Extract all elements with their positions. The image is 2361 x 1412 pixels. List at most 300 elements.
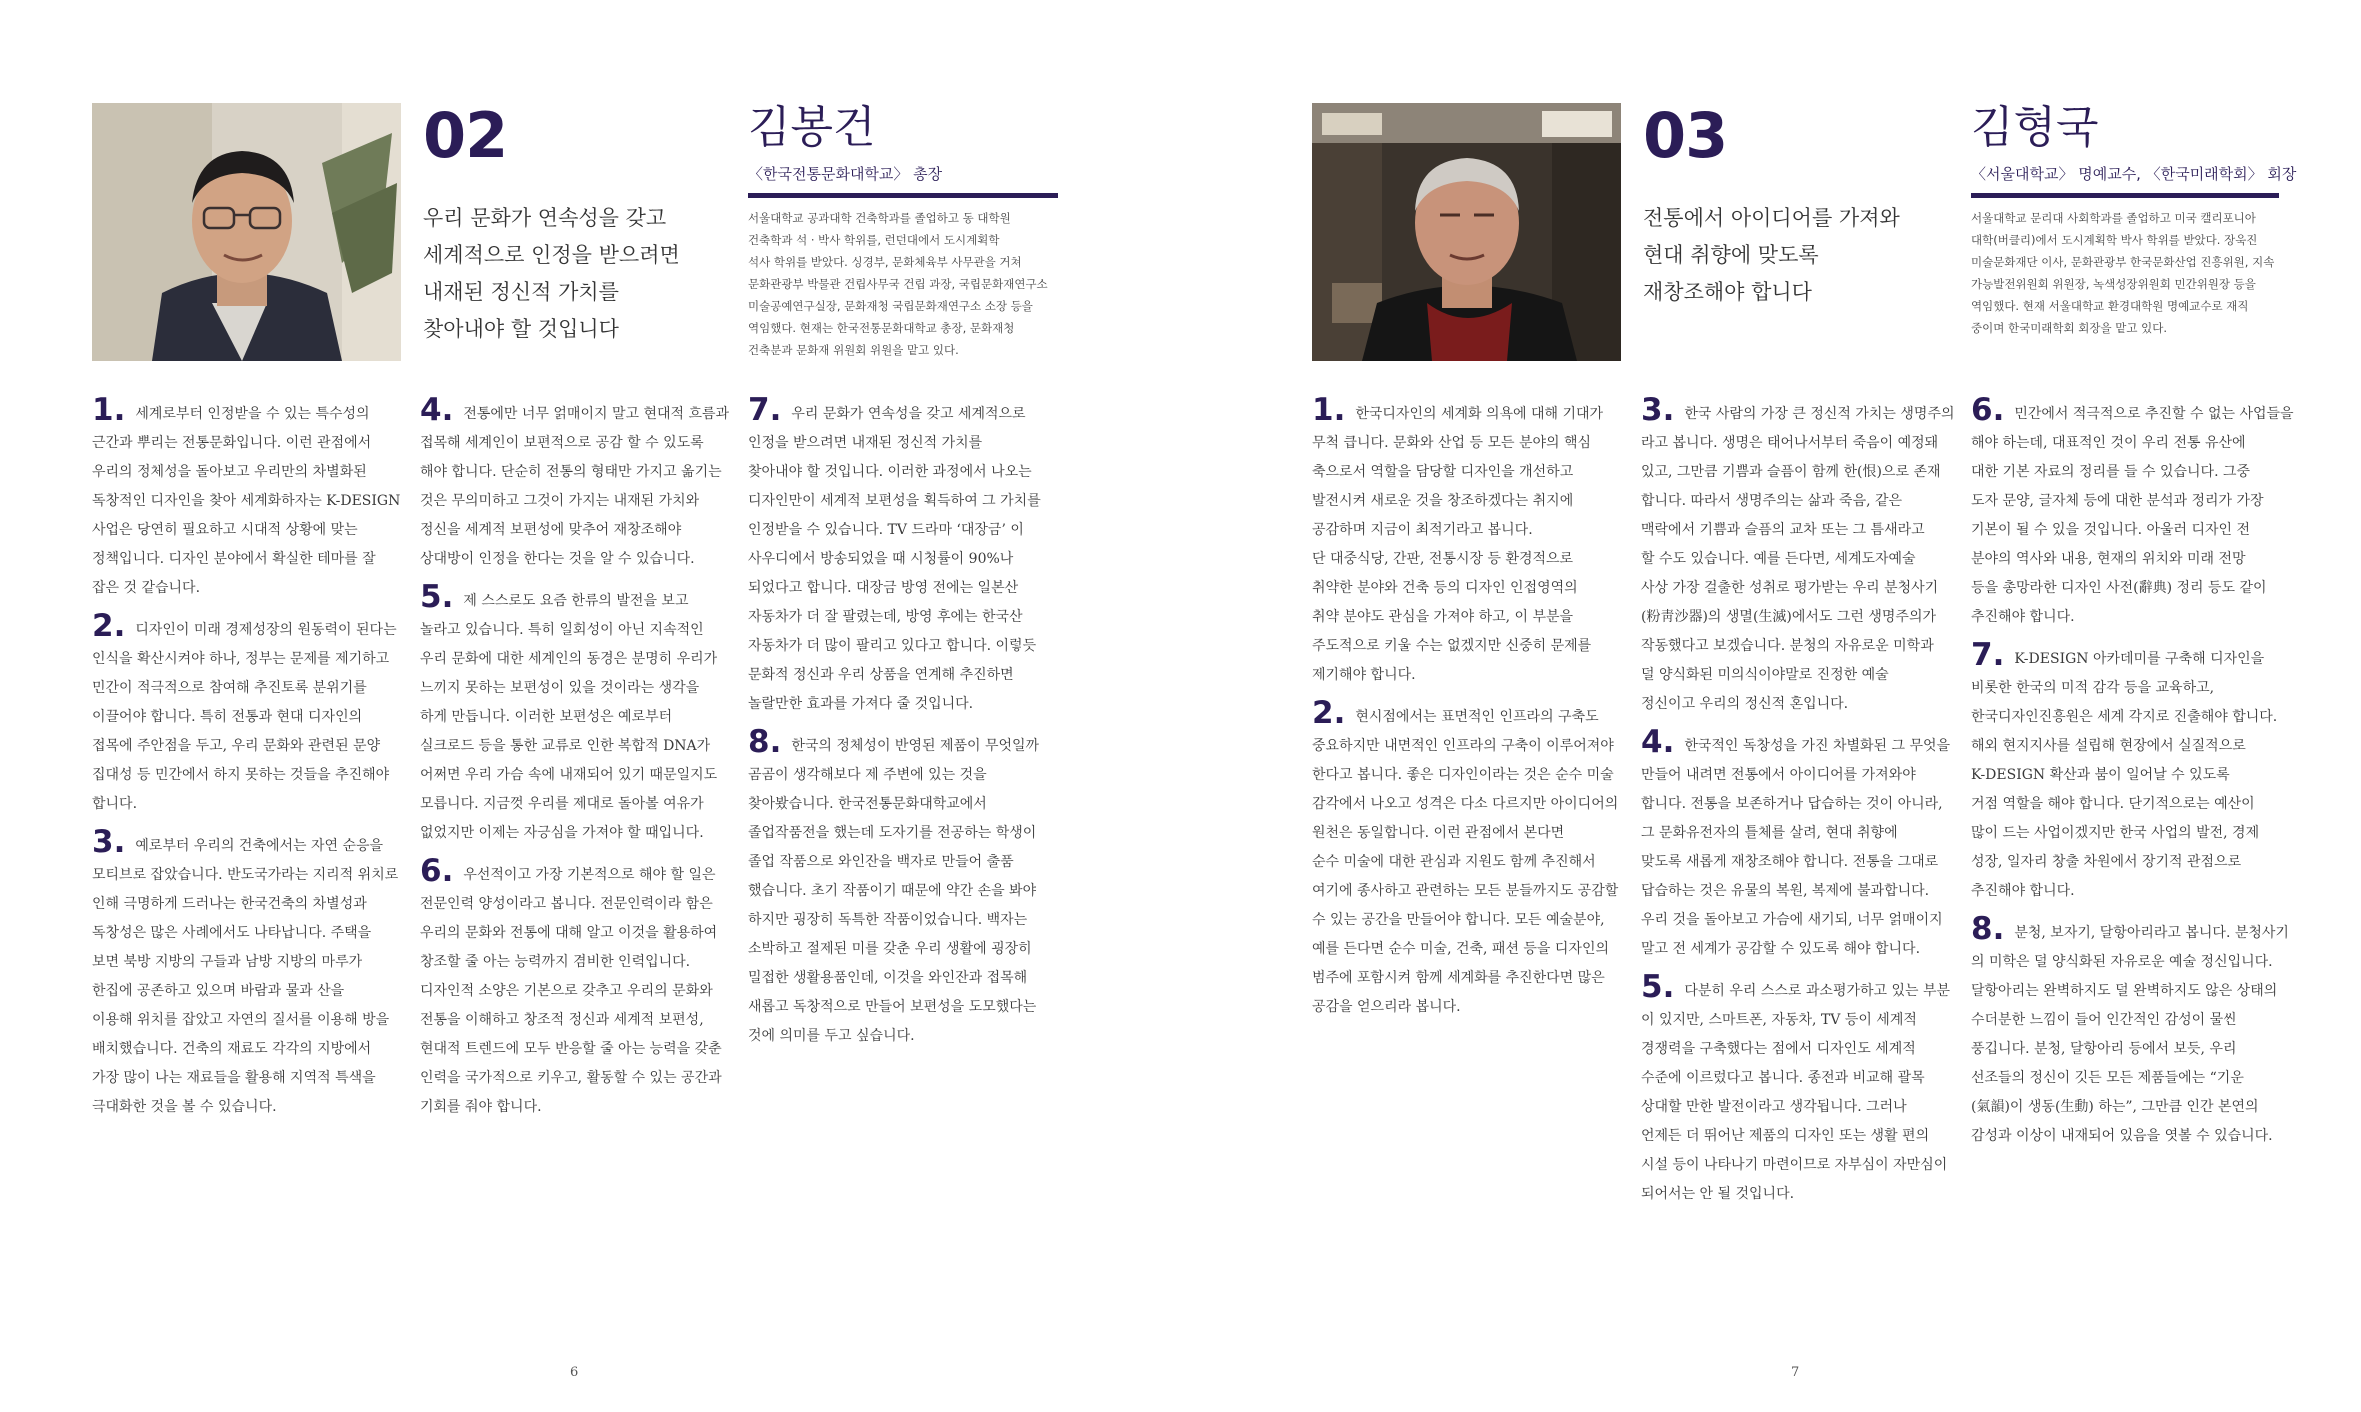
item-number: 7.	[748, 392, 782, 428]
item-text: 그 문화유전자의 틀체를 살려, 현대 취향에	[1641, 825, 1898, 841]
item-text: K-DESIGN 아카데미를 구축해 디자인을	[2014, 651, 2265, 667]
item-number: 4.	[420, 392, 454, 428]
item-line	[1971, 1093, 2283, 1122]
item-line	[1641, 458, 1953, 487]
person-title: 〈한국전통문화대학교〉 총장	[748, 165, 943, 183]
body-column	[420, 392, 732, 1135]
bio-line: 건축학과 석 · 박사 학위를, 런던대에서 도시계획학	[748, 233, 1000, 247]
item-text: 의 미학은 덜 양식화된 자유로운 예술 정신입니다.	[1971, 954, 2273, 970]
item-line	[1312, 906, 1624, 935]
item-line	[1971, 545, 2283, 574]
item-text: 범주에 포함시켜 함께 세계화를 추진한다면 많은	[1312, 970, 1605, 986]
person-bio	[748, 207, 1053, 361]
numbered-item	[420, 579, 732, 848]
headline-quote	[423, 200, 713, 348]
item-text: 중요하지만 내면적인 인프라의 구축이 이루어져야	[1312, 738, 1614, 754]
item-text: 우리의 정체성을 돌아보고 우리만의 차별화된	[92, 464, 367, 480]
item-text: 우리의 문화와 전통에 대해 알고 이것을 활용하여	[420, 925, 718, 941]
item-text: 것에 의미를 두고 싶습니다.	[748, 1028, 915, 1044]
quote-line: 내재된 정신적 가치를	[423, 280, 619, 304]
item-text: 한국디자인의 세계화 의욕에 대해 기대가	[1355, 406, 1604, 422]
item-line	[92, 392, 404, 429]
item-text: 모티브로 잡았습니다. 반도국가라는 지리적 위치로	[92, 867, 399, 883]
item-text: 디자인만이 세계적 보편성을 획득하여 그 가치를	[748, 493, 1041, 509]
item-line	[1312, 574, 1624, 603]
portrait-photo-kim-hyung-kook	[1312, 103, 1621, 361]
item-line	[420, 616, 732, 645]
quote-line: 찾아내야 할 것입니다	[423, 317, 619, 341]
item-text: 등을 총망라한 디자인 사전(辭典) 정리 등도 같이	[1971, 580, 2267, 596]
item-line	[1971, 1122, 2283, 1151]
item-line	[1641, 935, 1953, 964]
item-text: K-DESIGN 확산과 붐이 일어날 수 있도록	[1971, 767, 2230, 783]
item-line	[420, 674, 732, 703]
item-line	[1641, 574, 1953, 603]
body-column	[1312, 392, 1624, 1035]
item-line	[92, 948, 404, 977]
item-line	[420, 761, 732, 790]
item-line	[1641, 969, 1953, 1006]
item-number: 1.	[1312, 392, 1346, 428]
item-line	[1971, 674, 2283, 703]
item-number: 5.	[1641, 969, 1675, 1005]
item-text: 독창적인 디자인을 찾아 세계화하자는 K-DESIGN	[92, 493, 401, 509]
item-line	[1971, 977, 2283, 1006]
item-text: 새롭고 독창적으로 만들어 보편성을 도모했다는	[748, 999, 1037, 1015]
item-text: 졸업 작품으로 와인잔을 백자로 만들어 출품	[748, 854, 1014, 870]
item-text: 주도적으로 키울 수는 없겠지만 신중히 문제를	[1312, 638, 1592, 654]
item-line	[748, 935, 1060, 964]
item-text: 덜 양식화된 미의식이야말로 진정한 예술	[1641, 667, 1889, 683]
item-line	[748, 819, 1060, 848]
item-line	[420, 429, 732, 458]
item-line	[1641, 790, 1953, 819]
item-number: 3.	[92, 824, 126, 860]
item-line	[92, 919, 404, 948]
item-text: 성장, 일자리 창출 차원에서 장기적 관점으로	[1971, 854, 2242, 870]
item-text: 기회를 줘야 합니다.	[420, 1099, 542, 1115]
numbered-item	[420, 853, 732, 1122]
item-text: 현대적 트렌드에 모두 반응할 줄 아는 능력을 갖춘	[420, 1041, 722, 1057]
item-line	[1641, 761, 1953, 790]
item-line	[420, 1006, 732, 1035]
item-line	[1971, 1006, 2283, 1035]
item-text: 축으로서 역할을 담당할 디자인을 개선하고	[1312, 464, 1574, 480]
item-number: 1.	[92, 392, 126, 428]
item-line	[748, 632, 1060, 661]
body-column	[1641, 392, 1955, 1222]
quote-line: 세계적으로 인정을 받으려면	[423, 243, 680, 267]
quote-line: 재창조해야 합니다	[1643, 280, 1812, 304]
item-line	[1641, 1180, 1953, 1209]
item-line	[748, 458, 1060, 487]
item-line	[1971, 911, 2289, 948]
item-line	[420, 545, 732, 574]
bio-line: 역임했다. 현재는 한국전통문화대학교 총장, 문화재청	[748, 321, 1015, 335]
item-line	[748, 993, 1060, 1022]
item-text: 사업은 당연히 필요하고 시대적 상황에 맞는	[92, 522, 358, 538]
item-text: 우리 것을 돌아보고 가슴에 새기되, 너무 얽매이지	[1641, 912, 1943, 928]
numbered-item	[92, 824, 404, 1122]
item-line	[1312, 429, 1624, 458]
item-text: 자동차가 더 잘 팔렸는데, 방영 후에는 한국산	[748, 609, 1023, 625]
item-text: 되어서는 안 될 것입니다.	[1641, 1186, 1795, 1202]
item-line	[92, 703, 404, 732]
item-line	[1312, 877, 1624, 906]
numbered-item	[1971, 911, 2289, 1151]
bio-line: 미술공예연구실장, 문화재청 국립문화재연구소 소장 등을	[748, 299, 1033, 313]
page-number: 7	[1791, 1365, 1800, 1380]
item-line	[1641, 690, 1953, 719]
item-text: 찾아봤습니다. 한국전통문화대학교에서	[748, 796, 987, 812]
item-line	[1641, 906, 1953, 935]
item-line	[420, 853, 732, 890]
item-text: 되었다고 합니다. 대장금 방영 전에는 일본산	[748, 580, 1019, 596]
item-text: 여기에 종사하고 관련하는 모든 분들까지도 공감할	[1312, 883, 1619, 899]
bio-line: 석사 학위를 받았다. 싱경부, 문화체육부 사무관을 거쳐	[748, 255, 1022, 269]
item-line	[92, 890, 404, 919]
item-text: 언제든 더 뛰어난 제품의 디자인 또는 생활 편의	[1641, 1128, 1930, 1144]
numbered-item	[1971, 637, 2283, 906]
item-text: 민간에서 적극적으로 추진할 수 없는 사업들을	[2014, 406, 2294, 422]
item-line	[1971, 1035, 2283, 1064]
item-line	[92, 545, 404, 574]
item-line	[420, 790, 732, 819]
item-line	[1971, 732, 2283, 761]
item-text: (氣韻)이 생동(生動) 하는”, 그만큼 인간 본연의	[1971, 1099, 2259, 1115]
item-text: 해외 현지지사를 설립해 현장에서 실질적으로	[1971, 738, 2246, 754]
item-line	[748, 761, 1060, 790]
numbered-item	[92, 608, 404, 819]
item-line	[748, 429, 1060, 458]
quote-line: 전통에서 아이디어를 가져와	[1643, 206, 1900, 230]
item-text: 배치했습니다. 건축의 재료도 각각의 지방에서	[92, 1041, 372, 1057]
item-text: 감각에서 나오고 성격은 다소 다르지만 아이디어의	[1312, 796, 1619, 812]
item-text: 라고 봅니다. 생명은 태어나서부터 죽음이 예정돼	[1641, 435, 1939, 451]
item-line	[420, 645, 732, 674]
item-text: 순수 미술에 대한 관심과 지원도 함께 추진해서	[1312, 854, 1596, 870]
item-line	[1312, 935, 1624, 964]
item-text: 답습하는 것은 유물의 복원, 복제에 불과합니다.	[1641, 883, 1930, 899]
numbered-item	[92, 392, 404, 603]
item-text: 접목에 주안점을 두고, 우리 문화와 관련된 문양	[92, 738, 381, 754]
item-text: 발전시켜 새로운 것을 창조하겠다는 취지에	[1312, 493, 1574, 509]
item-text: 이용해 위치를 잡았고 자연의 질서를 이용해 방을	[92, 1012, 390, 1028]
item-text: 한국디자인진흥원은 세계 각지로 진출해야 합니다.	[1971, 709, 2278, 725]
item-number: 8.	[748, 724, 782, 760]
item-line	[420, 392, 732, 429]
item-line	[1641, 516, 1953, 545]
item-line	[420, 977, 732, 1006]
item-text: 취약한 분야와 건축 등의 디자인 인접영역의	[1312, 580, 1578, 596]
item-text: 수 있는 공간을 만들어야 합니다. 모든 예술분야,	[1312, 912, 1605, 928]
bio-line: 가능발전위원회 위원장, 녹색성장위원회 민간위원장 등을	[1971, 277, 2256, 291]
item-text: 한다고 봅니다. 좋은 디자인이라는 것은 순수 미술	[1312, 767, 1614, 783]
item-line	[1971, 487, 2283, 516]
item-text: 밀접한 생활용품인데, 이것을 와인잔과 접목해	[748, 970, 1028, 986]
item-text: 추진해야 합니다.	[1971, 609, 2075, 625]
item-line	[1641, 1122, 1953, 1151]
left-page	[0, 0, 1180, 1412]
quote-line: 우리 문화가 연속성을 갖고	[423, 206, 667, 230]
item-text: 원천은 동일합니다. 이런 관점에서 본다면	[1312, 825, 1565, 841]
item-line	[1641, 1151, 1953, 1180]
page-number: 6	[570, 1365, 579, 1380]
item-text: (粉靑沙器)의 생멸(生滅)에서도 그런 생명주의가	[1641, 609, 1937, 625]
item-line	[1312, 632, 1624, 661]
item-text: 집대성 등 민간에서 하지 못하는 것들을 추진해야	[92, 767, 390, 783]
item-text: 무척 큽니다. 문화와 산업 등 모든 분야의 핵심	[1312, 435, 1592, 451]
item-text: 작동했다고 보겠습니다. 분청의 자유로운 미학과	[1641, 638, 1934, 654]
item-line	[1312, 392, 1624, 429]
item-number: 2.	[92, 608, 126, 644]
item-text: 독창성은 많은 사례에서도 나타납니다. 주택을	[92, 925, 372, 941]
item-line	[1971, 948, 2283, 977]
item-line	[420, 1064, 732, 1093]
item-text: 시설 등이 나타나기 마련이므로 자부심이 자만심이	[1641, 1157, 1948, 1173]
item-text: 한국적인 독창성을 가진 차별화된 그 무엇을	[1684, 738, 1951, 754]
item-text: 가장 많이 나는 재료들을 활용해 지역적 특색을	[92, 1070, 376, 1086]
item-line	[1312, 487, 1624, 516]
item-text: 도자 문양, 글자체 등에 대한 분석과 정리가 가장	[1971, 493, 2264, 509]
item-text: 있고, 그만큼 기쁨과 슬픔이 함께 한(恨)으로 존재	[1641, 464, 1941, 480]
item-text: 취약 분야도 관심을 가져야 하고, 이 부분을	[1312, 609, 1574, 625]
item-text: 극대화한 것을 볼 수 있습니다.	[92, 1099, 277, 1115]
item-line	[420, 919, 732, 948]
item-line	[748, 603, 1060, 632]
item-text: 이끌어야 합니다. 특히 전통과 현대 디자인의	[92, 709, 363, 725]
item-line	[92, 1093, 404, 1122]
item-text: 한국의 정체성이 반영된 제품이 무엇일까	[791, 738, 1040, 754]
item-line	[92, 429, 404, 458]
title-underline	[1971, 193, 2279, 198]
item-number: 6.	[420, 853, 454, 889]
item-number: 5.	[420, 579, 454, 615]
numbered-item	[1312, 392, 1624, 690]
item-line	[1971, 574, 2283, 603]
item-line	[748, 724, 1060, 761]
item-line	[748, 392, 1060, 429]
item-text: 모릅니다. 지금껏 우리를 제대로 돌아볼 여유가	[420, 796, 704, 812]
item-text: 전문인력 양성이라고 봅니다. 전문인력이라 함은	[420, 896, 713, 912]
title-underline	[748, 193, 1058, 198]
item-text: 느끼지 못하는 보편성이 있을 것이라는 생각을	[420, 680, 700, 696]
item-text: 맥락에서 기쁨과 슬픔의 교차 또는 그 틈새라고	[1641, 522, 1925, 538]
item-number: 8.	[1971, 911, 2005, 947]
item-line	[420, 458, 732, 487]
item-text: 소박하고 절제된 미를 갖춘 우리 생활에 굉장히	[748, 941, 1032, 957]
item-text: 디자인적 소양은 기본으로 갖추고 우리의 문화와	[420, 983, 713, 999]
item-text: 많이 드는 사업이겠지만 한국 사업의 발전, 경제	[1971, 825, 2260, 841]
item-text: 말고 전 세계가 공감할 수 있도록 해야 합니다.	[1641, 941, 1921, 957]
item-text: 것은 무의미하고 그것이 가지는 내재된 가치와	[420, 493, 700, 509]
item-line	[1971, 848, 2283, 877]
numbered-item	[748, 392, 1060, 719]
item-line	[1312, 819, 1624, 848]
item-line	[1971, 819, 2283, 848]
item-line	[1641, 1035, 1953, 1064]
item-line	[1971, 703, 2283, 732]
item-line	[420, 732, 732, 761]
item-text: 할 수도 있습니다. 예를 든다면, 세계도자예술	[1641, 551, 1916, 567]
item-text: 문화적 정신과 우리 상품을 연계해 추진하면	[748, 667, 1014, 683]
item-line	[420, 948, 732, 977]
item-line	[1312, 661, 1624, 690]
item-line	[1641, 848, 1953, 877]
item-text: 공감을 얻으리라 봅니다.	[1312, 999, 1461, 1015]
item-text: 풍깁니다. 분청, 달항아리 등에서 보듯, 우리	[1971, 1041, 2237, 1057]
item-text: 비롯한 한국의 미적 감각 등을 교육하고,	[1971, 680, 2215, 696]
section-number: 02	[423, 99, 508, 172]
item-line	[1312, 458, 1624, 487]
item-line	[92, 761, 404, 790]
item-text: 전통에만 너무 얽매이지 말고 현대적 흐름과	[463, 406, 730, 422]
item-text: 우리 문화가 연속성을 갖고 세계적으로	[791, 406, 1026, 422]
item-text: 공감하며 지금이 최적기라고 봅니다.	[1312, 522, 1533, 538]
item-text: 정책입니다. 디자인 분야에서 확실한 테마를 잘	[92, 551, 376, 567]
item-line	[420, 579, 732, 616]
item-text: 인정받을 수 있습니다. TV 드라마 ‘대장금’ 이	[748, 522, 1024, 538]
item-line	[1971, 429, 2283, 458]
item-line	[1312, 964, 1624, 993]
item-text: 인해 극명하게 드러나는 한국건축의 차별성과	[92, 896, 367, 912]
right-page	[1180, 0, 2360, 1412]
item-text: 전통을 이해하고 창조적 정신과 세계적 보편성,	[420, 1012, 704, 1028]
item-number: 6.	[1971, 392, 2005, 428]
item-line	[420, 890, 732, 919]
item-text: 찾아내야 할 것입니다. 이러한 과정에서 나오는	[748, 464, 1032, 480]
item-line	[92, 487, 404, 516]
item-line	[1312, 848, 1624, 877]
item-line	[748, 790, 1060, 819]
item-text: 하게 만듭니다. 이러한 보편성은 예로부터	[420, 709, 673, 725]
item-line	[748, 1022, 1060, 1051]
item-text: 다분히 우리 스스로 과소평가하고 있는 부분	[1684, 983, 1951, 999]
item-text: 합니다.	[92, 796, 138, 812]
item-text: 해야 하는데, 대표적인 것이 우리 전통 유산에	[1971, 435, 2246, 451]
item-line	[1971, 392, 2294, 429]
item-line	[92, 608, 404, 645]
item-text: 잡은 것 같습니다.	[92, 580, 201, 596]
item-line	[748, 877, 1060, 906]
item-line	[92, 824, 404, 861]
bio-line: 서울대학교 공과대학 건축학과를 졸업하고 동 대학원	[748, 211, 1011, 225]
item-text: 실크로드 등을 통한 교류로 인한 복합적 DNA가	[420, 738, 711, 754]
item-text: 인정을 받으려면 내재된 정신적 가치를	[748, 435, 983, 451]
item-text: 기본이 될 수 있을 것입니다. 아울러 디자인 전	[1971, 522, 2251, 538]
item-line	[1312, 790, 1624, 819]
body-column	[92, 392, 404, 1135]
item-line	[1971, 516, 2283, 545]
item-line	[1641, 1093, 1953, 1122]
item-line	[420, 487, 732, 516]
numbered-item	[1971, 392, 2294, 632]
item-text: 해야 합니다. 단순히 전통의 형태만 가지고 옮기는	[420, 464, 722, 480]
item-text: 접목해 세계인이 보편적으로 공감 할 수 있도록	[420, 435, 704, 451]
item-number: 4.	[1641, 724, 1675, 760]
item-text: 했습니다. 초기 작품이기 때문에 약간 손을 봐야	[748, 883, 1037, 899]
item-line	[1641, 819, 1953, 848]
item-line	[92, 574, 404, 603]
item-line	[92, 674, 404, 703]
item-text: 한국 사람의 가장 큰 정신적 가치는 생명주의	[1684, 406, 1955, 422]
numbered-item	[1641, 392, 1955, 719]
item-line	[1971, 877, 2283, 906]
item-line	[92, 732, 404, 761]
item-text: 감성과 이상이 내재되어 있음을 엿볼 수 있습니다.	[1971, 1128, 2273, 1144]
person-bio	[1971, 207, 2276, 339]
person-name: 김형국	[1971, 102, 2099, 153]
item-text: 예를 든다면 순수 미술, 건축, 패션 등을 디자인의	[1312, 941, 1610, 957]
item-text: 제기해야 합니다.	[1312, 667, 1416, 683]
item-text: 거점 역할을 해야 합니다. 단기적으로는 예산이	[1971, 796, 2255, 812]
item-line	[420, 819, 732, 848]
item-line	[1641, 429, 1953, 458]
item-line	[92, 1064, 404, 1093]
item-line	[92, 977, 404, 1006]
item-line	[1312, 993, 1624, 1022]
item-text: 분청, 보자기, 달항아리라고 봅니다. 분청사기	[2014, 925, 2289, 941]
item-line	[1971, 458, 2283, 487]
item-line	[748, 964, 1060, 993]
item-text: 현시점에서는 표면적인 인프라의 구축도	[1355, 709, 1599, 725]
item-text: 곰곰이 생각해보다 제 주변에 있는 것을	[748, 767, 987, 783]
item-text: 추진해야 합니다.	[1971, 883, 2075, 899]
item-number: 7.	[1971, 637, 2005, 673]
item-text: 예로부터 우리의 건축에서는 자연 순응을	[135, 838, 384, 854]
bio-line: 대학(버클리)에서 도시계획학 박사 학위를 받았다. 장욱진	[1971, 233, 2258, 247]
item-line	[1971, 637, 2283, 674]
item-text: 합니다. 따라서 생명주의는 삶과 죽음, 같은	[1641, 493, 1903, 509]
item-text: 경쟁력을 구축했다는 점에서 디자인도 세계적	[1641, 1041, 1916, 1057]
numbered-item	[1641, 724, 1953, 964]
item-text: 놀라고 있습니다. 특히 일회성이 아닌 지속적인	[420, 622, 704, 638]
item-line	[1641, 487, 1953, 516]
item-text: 대한 기본 자료의 정리를 들 수 있습니다. 그중	[1971, 464, 2251, 480]
item-text: 창조할 줄 아는 능력까지 겸비한 인력입니다.	[420, 954, 691, 970]
item-text: 없었지만 이제는 자긍심을 가져야 할 때입니다.	[420, 825, 704, 841]
item-text: 합니다. 전통을 보존하거나 답습하는 것이 아니라,	[1641, 796, 1943, 812]
item-line	[92, 790, 404, 819]
item-line	[92, 458, 404, 487]
item-line	[1312, 732, 1624, 761]
item-text: 세계로부터 인정받을 수 있는 특수성의	[135, 406, 370, 422]
item-line	[748, 848, 1060, 877]
item-text: 사상 가장 걸출한 성취로 평가받는 우리 분청사기	[1641, 580, 1939, 596]
quote-line: 현대 취향에 맞도록	[1643, 243, 1819, 267]
item-text: 이 있지만, 스마트폰, 자동차, TV 등이 세계적	[1641, 1012, 1917, 1028]
item-line	[1641, 1064, 1953, 1093]
item-line	[1641, 877, 1953, 906]
item-line	[748, 574, 1060, 603]
item-line	[748, 906, 1060, 935]
item-text: 졸업작품전을 했는데 도자기를 전공하는 학생이	[748, 825, 1037, 841]
item-text: 인력을 국가적으로 키우고, 활동할 수 있는 공간과	[420, 1070, 722, 1086]
item-text: 정신을 세계적 보편성에 맞추어 재창조해야	[420, 522, 682, 538]
item-text: 보면 북방 지방의 구들과 남방 지방의 마루가	[92, 954, 363, 970]
item-line	[92, 516, 404, 545]
item-line	[1641, 632, 1953, 661]
section-number: 03	[1643, 99, 1728, 172]
headline-quote	[1643, 200, 1933, 311]
bio-line: 문화관광부 박물관 건립사무국 건립 과장, 국립문화재연구소	[748, 277, 1048, 291]
item-number: 2.	[1312, 695, 1346, 731]
item-text: 상대할 만한 발전이라고 생각됩니다. 그러나	[1641, 1099, 1907, 1115]
bio-line: 중이며 한국미래학회 회장을 맡고 있다.	[1971, 321, 2168, 335]
item-line	[748, 516, 1060, 545]
item-text: 근간과 뿌리는 전통문화입니다. 이런 관점에서	[92, 435, 372, 451]
portrait-photo-kim-bong-gun	[92, 103, 401, 361]
